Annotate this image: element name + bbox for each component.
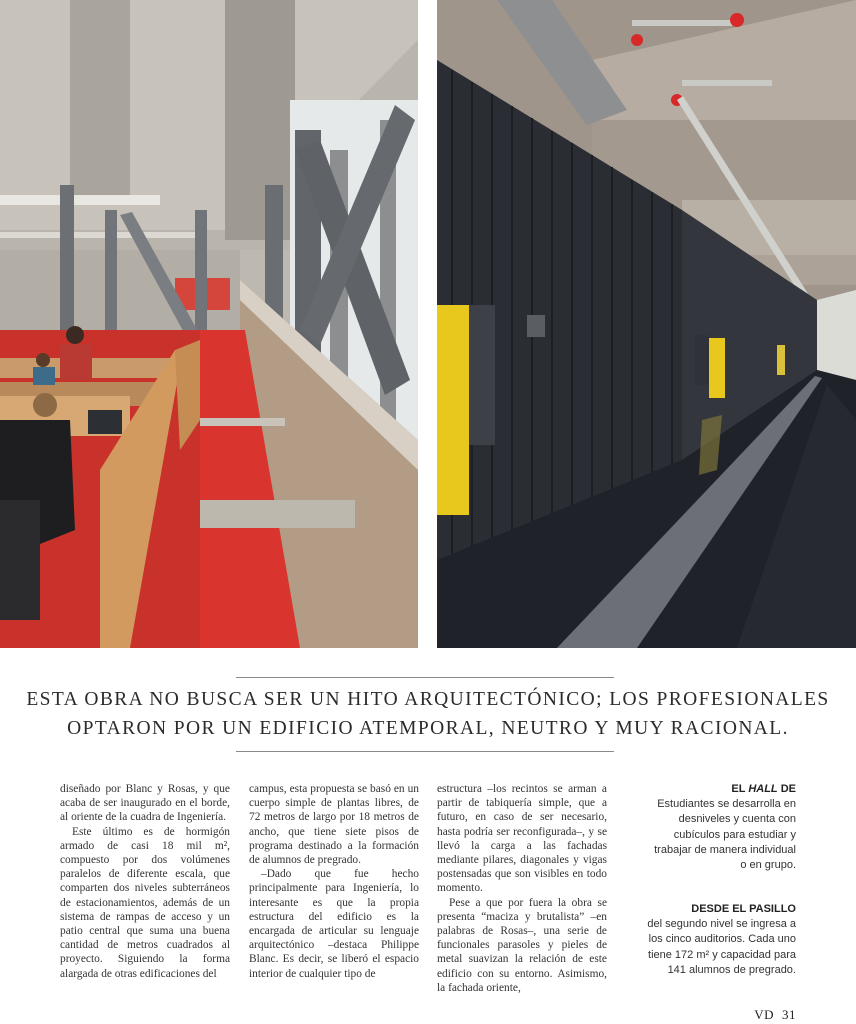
pull-quote-line-2: OPTARON POR UN EDIFICIO ATEMPORAL, NEUTRO Y MUY RACIONAL. (67, 718, 789, 739)
caption-lead-prefix: EL (731, 783, 749, 795)
paragraph: diseñado por Blanc y Rosas, y que acaba de ser inaugurado en el borde, al oriente de la cuadra de Ingeniería. (60, 783, 230, 824)
body-column-1 (60, 782, 230, 981)
paragraph: campus, esta propuesta se basó en un cuerpo simple de plantas libres, de 72 metros de largo por 18 metros de ancho, que tiene siete pisos de programa destinado a la formación de alumnos de pregrado. (249, 783, 419, 867)
photo-caption-corridor (646, 902, 796, 978)
quote-rule-top (236, 677, 614, 678)
page-folio (754, 1007, 796, 1023)
body-column-2 (249, 782, 419, 981)
pull-quote-line-1: ESTA OBRA NO BUSCA SER UN HITO ARQUITECTÓNICO; LOS PROFESIONALES (26, 689, 830, 710)
magazine-name: VD (754, 1007, 774, 1022)
caption-lead-suffix: DE (777, 783, 796, 795)
caption-lead: DESDE EL PASILLO (691, 903, 796, 915)
caption-text: del segundo nivel se ingresa a los cinco auditorios. Cada uno tiene 172 m² y capacidad para 141 alumnos de pregrado. (647, 918, 796, 976)
body-column-3 (437, 782, 607, 995)
study-hall-illustration (0, 0, 418, 648)
corridor-illustration (437, 0, 856, 648)
caption-lead-italic: HALL (748, 783, 778, 795)
paragraph: estructura –los recintos se arman a partir de tabiquería simple, que a futuro, en caso de ser necesario, hasta podría ser reconfigurada–, y se llevó la carga a las fachadas mediante pilares, diagonales y vigas postensadas que son visibles en todo momento. (437, 783, 607, 895)
paragraph: Pese a que por fuera la obra se presenta “maciza y brutalista” –en palabras de Rosas–, una serie de funcionales parasoles y pieles de metal suavizan la relación de este edificio con su entorno. Asimismo, la fachada oriente, (437, 896, 607, 994)
paragraph: Este último es de hormigón armado de casi 18 mil m², compuesto por dos volúmenes paralelos de diferente escala, que comparten dos niveles subterráneos de estacionamientos, además de un sistema de rampas de acceso y un patio central que suma una buena cantidad de metros cuadrados al proyecto. Siguiendo la forma alargada de otras edificaciones del (60, 825, 230, 980)
quote-rule-bottom (236, 751, 614, 752)
photo-caption-hall (646, 782, 796, 873)
caption-text: Estudiantes se desarrolla en desniveles y cuenta con cubículos para estudiar y trabajar de manera individual o en grupo. (654, 798, 796, 872)
paragraph: –Dado que fue hecho principalmente para Ingeniería, lo interesante es que la propia estructura del edificio es la encargada de articular su lenguaje arquitectónico –destaca Philippe Blanc. Es decir, se liberó el espacio interior de cualquier tipo de (249, 868, 419, 980)
photo-study-hall (0, 0, 418, 648)
caption-lead (646, 782, 796, 797)
photo-corridor (437, 0, 856, 648)
page-number: 31 (782, 1007, 796, 1022)
